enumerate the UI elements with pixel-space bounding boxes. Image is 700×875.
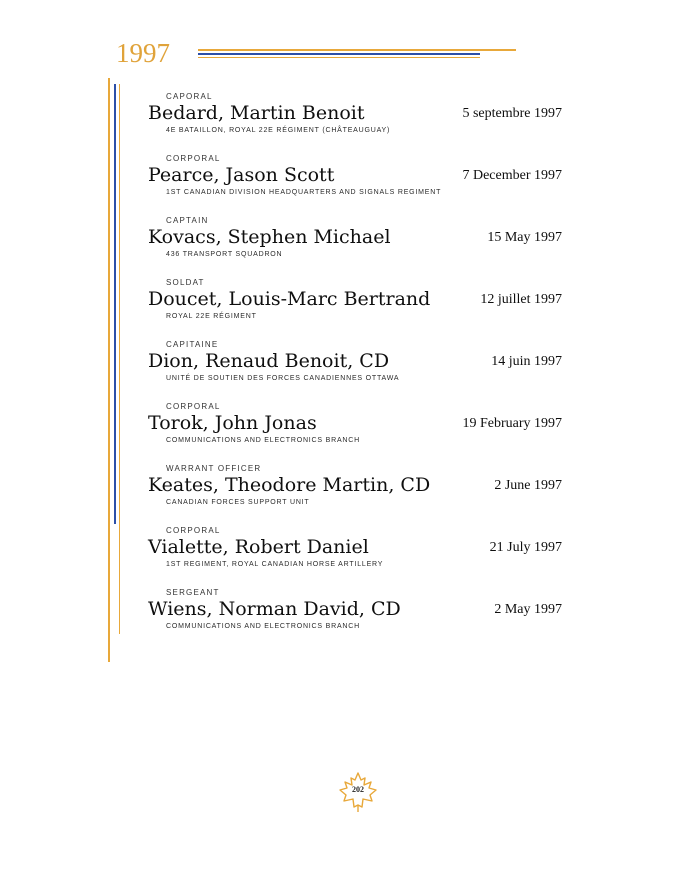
entry-date: 19 February 1997 — [462, 416, 562, 431]
margin-rule-gold — [108, 78, 110, 662]
entry-rank: CAPTAIN — [166, 216, 209, 225]
memorial-entry — [148, 154, 578, 214]
entry-unit: 1ST CANADIAN DIVISION HEADQUARTERS AND SIGNALS REGIMENT — [166, 189, 442, 196]
entry-name: Bedard, Martin Benoit — [148, 102, 365, 124]
page-number-emblem — [336, 770, 380, 814]
entry-date: 2 May 1997 — [494, 602, 562, 617]
entry-name: Doucet, Louis-Marc Bertrand — [148, 288, 431, 310]
entry-date: 14 juin 1997 — [491, 354, 562, 369]
entry-unit: 436 TRANSPORT SQUADRON — [166, 251, 283, 258]
page-year-heading: 1997 — [116, 38, 170, 68]
heading-rule-blue — [198, 53, 480, 55]
entry-date: 12 juillet 1997 — [480, 292, 562, 307]
entry-rank: WARRANT OFFICER — [166, 464, 262, 473]
memorial-entry — [148, 526, 578, 586]
entry-rank: SOLDAT — [166, 278, 205, 287]
entry-unit: COMMUNICATIONS AND ELECTRONICS BRANCH — [166, 623, 360, 630]
entry-date: 7 December 1997 — [462, 168, 562, 183]
entry-date: 5 septembre 1997 — [462, 106, 562, 121]
entry-rank: CAPORAL — [166, 92, 213, 101]
memorial-entry — [148, 588, 578, 648]
entry-rank: SERGEANT — [166, 588, 220, 597]
entry-unit: CANADIAN FORCES SUPPORT UNIT — [166, 499, 310, 506]
entry-unit: ROYAL 22E RÉGIMENT — [166, 313, 257, 320]
memorial-entry — [148, 402, 578, 462]
margin-rule-gold-inner — [119, 84, 120, 634]
entry-name: Pearce, Jason Scott — [148, 164, 335, 186]
entry-name: Wiens, Norman David, CD — [148, 598, 401, 620]
entry-date: 21 July 1997 — [489, 540, 562, 555]
memorial-entry — [148, 278, 578, 338]
memorial-entry — [148, 92, 578, 152]
entry-date: 2 June 1997 — [494, 478, 562, 493]
entry-unit: 4E BATAILLON, ROYAL 22E RÉGIMENT (CHÂTEAUGUAY) — [166, 127, 391, 134]
heading-rule-gold — [198, 49, 516, 51]
entry-unit: 1ST REGIMENT, ROYAL CANADIAN HORSE ARTILLERY — [166, 561, 384, 568]
entry-rank: CORPORAL — [166, 526, 221, 535]
page-number: 202 — [352, 785, 364, 794]
entry-unit: COMMUNICATIONS AND ELECTRONICS BRANCH — [166, 437, 360, 444]
entry-name: Torok, John Jonas — [148, 412, 317, 434]
entry-name: Vialette, Robert Daniel — [148, 536, 369, 558]
entry-rank: CORPORAL — [166, 402, 221, 411]
entry-name: Keates, Theodore Martin, CD — [148, 474, 431, 496]
entry-name: Kovacs, Stephen Michael — [148, 226, 391, 248]
entry-unit: UNITÉ DE SOUTIEN DES FORCES CANADIENNES OTTAWA — [166, 375, 400, 382]
memorial-entry — [148, 464, 578, 524]
margin-rule-blue — [114, 84, 116, 524]
entry-name: Dion, Renaud Benoit, CD — [148, 350, 390, 372]
heading-rule-gold-lower — [198, 57, 480, 58]
memorial-entry — [148, 340, 578, 400]
entry-rank: CAPITAINE — [166, 340, 219, 349]
entry-date: 15 May 1997 — [487, 230, 562, 245]
memorial-entry — [148, 216, 578, 276]
entry-rank: CORPORAL — [166, 154, 221, 163]
